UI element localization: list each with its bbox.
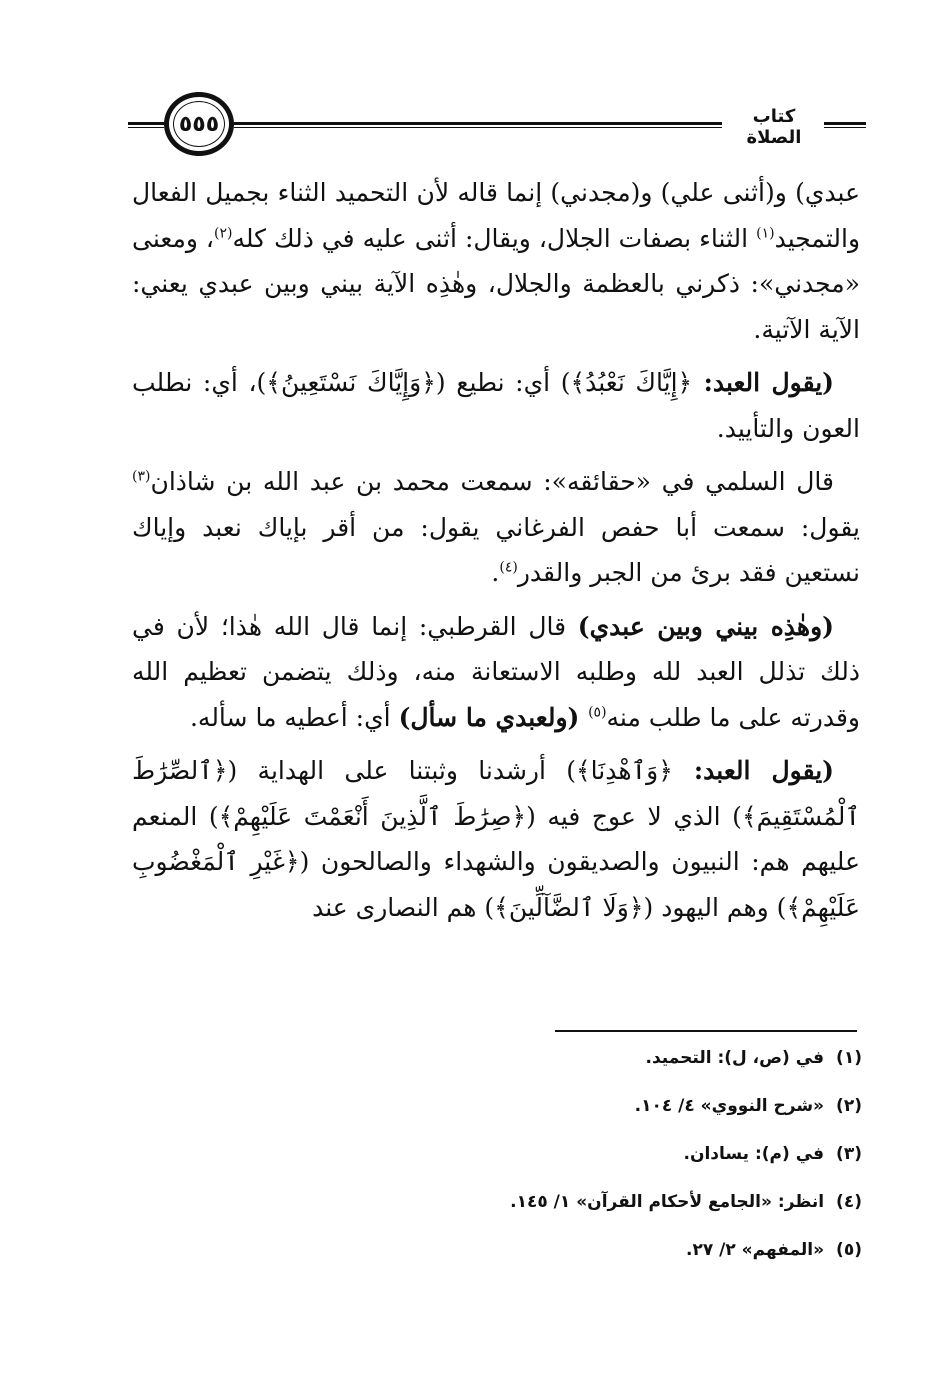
footnote-number: (٢)	[836, 1096, 862, 1116]
bold-heading: (ولعبدي ما سأل)	[398, 702, 589, 732]
footnote-number: (٤)	[836, 1192, 862, 1212]
page-number-inner-ring	[173, 101, 225, 147]
paragraph-5	[132, 748, 860, 930]
footnotes	[300, 1044, 862, 1284]
footnote-text: في (ص، ل): التحميد.	[645, 1048, 825, 1068]
paragraph-1	[132, 170, 860, 352]
text-run: ) هم النصارى عند	[312, 892, 495, 922]
text-run: .	[491, 558, 500, 587]
footnote-ref-2[interactable]: (٢)	[213, 225, 233, 242]
footnote-ref-4[interactable]: (٤)	[499, 559, 518, 576]
quran-verse: ﴿غَيْرِ ٱلْمَغْضُوبِ عَلَيْهِمْ﴾	[132, 847, 860, 922]
text-run: ) أي: نطيع (	[435, 368, 571, 397]
text-run: قال السلمي في «حقائقه»: سمعت محمد بن عبد الله بن شاذان	[150, 467, 834, 496]
quran-verse: ﴿صِرَٰطَ ٱلَّذِينَ أَنْعَمْتَ عَلَيْهِمْ﴾	[218, 801, 527, 831]
text-run: ) أرشدنا وثبتنا على الهداية (	[227, 756, 576, 785]
footnote-item	[300, 1044, 862, 1092]
bold-heading: (يقول العبد:	[692, 368, 834, 397]
main-text	[132, 170, 860, 938]
footnote-number: (٥)	[836, 1240, 862, 1260]
header-rule-right	[824, 122, 866, 128]
bold-heading: (وهٰذِه بيني وبين عبدي)	[577, 611, 834, 641]
text-run: )، أي: نطلب العون والتأييد.	[132, 368, 860, 443]
footnote-number: (٣)	[836, 1144, 862, 1164]
footnote-text: انظر: «الجامع لأحكام القرآن» ١/ ١٤٥.	[510, 1192, 825, 1212]
footnote-number: (١)	[836, 1048, 862, 1068]
footnote-ref-5[interactable]: (٥)	[588, 704, 607, 721]
quran-verse: ﴿وَإِيَّاكَ نَسْتَعِينُ﴾	[266, 368, 436, 397]
footnote-ref-1[interactable]: (١)	[756, 225, 775, 242]
paragraph-4	[132, 604, 860, 741]
quran-verse: ﴿وَٱهْدِنَا﴾	[575, 756, 673, 785]
paragraph-2	[132, 360, 860, 451]
footnote-item	[300, 1140, 862, 1188]
page-number: ٥٥٥	[178, 111, 220, 137]
quran-verse: ﴿إِيَّاكَ نَعْبُدُ﴾	[570, 368, 693, 397]
footnote-item	[300, 1092, 862, 1140]
footnote-separator	[555, 1030, 857, 1032]
text-run: ) المنعم عليهم هم: النبيون والصديقون والشهداء والصالحون (	[132, 801, 860, 876]
running-title: كتاب الصلاة	[746, 106, 802, 148]
text-run: أي: أعطيه ما سأله.	[189, 702, 399, 732]
quran-verse: ﴿وَلَا ٱلضَّآلِّينَ﴾	[494, 892, 644, 922]
text-run: يقول: سمعت أبا حفص الفرغاني يقول: من أقر بإياك نعبد وإياك نستعين فقد برئ من الجبر والقدر	[132, 512, 860, 587]
page-number-badge	[164, 92, 234, 156]
text-run: ) وهم اليهود (	[643, 892, 787, 922]
footnote-text: «المفهم» ٢/ ٢٧.	[686, 1240, 825, 1260]
text-run: ، ومعنى «مجدني»: ذكرني بالعظمة والجلال، وهٰذِه الآية بيني وبين عبدي يعني: الآية الآتية.	[132, 223, 860, 344]
bold-heading: (يقول العبد:	[672, 756, 834, 785]
text-run: قال القرطبي: إنما قال الله هٰذا؛ لأن في ذلك تذلل العبد لله وطلبه الاستعانة منه، وذلك يتضمن تعظيم الله وقدرته على ما طلب منه	[132, 611, 860, 732]
footnote-text: في (م): يسادان.	[683, 1144, 825, 1164]
footnote-item	[300, 1236, 862, 1284]
paragraph-3	[132, 459, 860, 596]
page-header	[128, 84, 866, 164]
text-run: ) الذي لا عوج فيه (	[526, 801, 742, 831]
header-rule-left	[128, 122, 164, 128]
text-run: عبدي) و(أثنى علي) و(مجدني) إنما قاله لأن التحميد الثناء بجميل الفعال والتمجيد	[132, 178, 861, 253]
footnote-item	[300, 1188, 862, 1236]
footnote-text: «شرح النووي» ٤/ ١٠٤.	[634, 1096, 825, 1116]
header-rule-middle	[234, 122, 722, 128]
quran-verse: ﴿ٱلصِّرَٰطَ ٱلْمُسْتَقِيمَ﴾	[132, 756, 860, 831]
text-run: الثناء بصفات الجلال، ويقال: أثنى عليه في ذلك كله	[232, 223, 757, 253]
footnote-ref-3[interactable]: (٣)	[132, 468, 151, 485]
